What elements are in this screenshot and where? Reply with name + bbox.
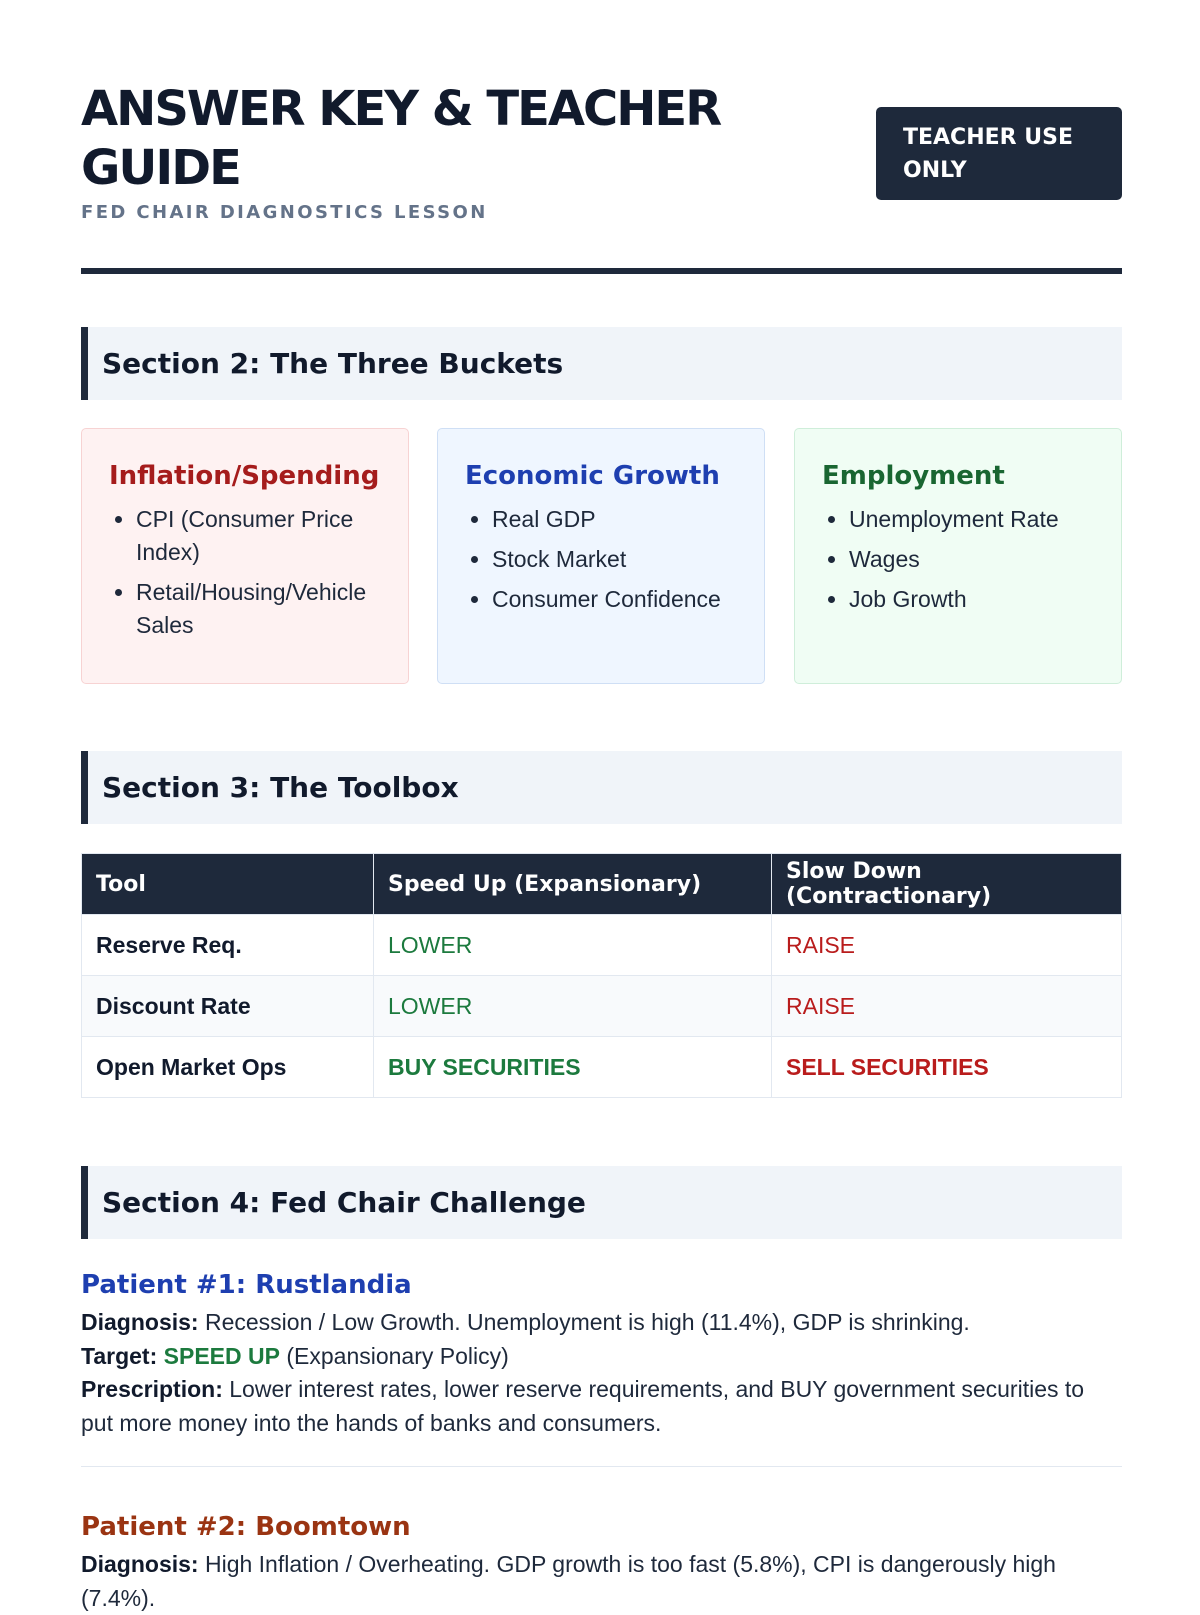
tool-cell: Discount Rate [82, 976, 374, 1037]
patient-title: Patient #1: Rustlandia [81, 1270, 412, 1300]
section-2-heading: Section 2: The Three Buckets [81, 327, 1122, 400]
list-item: • Stock Market [492, 543, 744, 576]
tool-cell: Reserve Req. [82, 915, 374, 976]
list-item: • Unemployment Rate [849, 503, 1101, 536]
diagnosis-text: High Inflation / Overheating. GDP growth is too fast (5.8%), CPI is dangerously high (7.4%). [81, 1551, 1056, 1611]
page-title: ANSWER KEY & TEACHER GUIDE [81, 81, 721, 196]
bucket-list [109, 503, 388, 642]
speed-up-cell: LOWER [374, 915, 772, 976]
table-row [82, 976, 1122, 1037]
column-header-speed-up: Speed Up (Expansionary) [374, 854, 772, 915]
page-subtitle: FED CHAIR DIAGNOSTICS LESSON [81, 202, 488, 223]
bucket-list [822, 503, 1101, 616]
tool-cell: Open Market Ops [82, 1037, 374, 1098]
bucket-employment [794, 428, 1122, 684]
slow-down-cell: RAISE [772, 915, 1122, 976]
answer-key-page [81, 0, 1122, 1611]
prescription-label: Prescription: [81, 1376, 223, 1402]
teacher-use-badge: TEACHER USE ONLY [876, 107, 1122, 200]
patient-divider [81, 1466, 1122, 1467]
patient-boomtown [81, 1510, 1122, 1615]
list-item: • CPI (Consumer Price Index) [136, 503, 388, 569]
slow-down-cell: SELL SECURITIES [772, 1037, 1122, 1098]
toolbox-table [81, 853, 1122, 1098]
bucket-title: Employment [822, 461, 1005, 491]
target-label: Target: [81, 1342, 158, 1369]
header-divider [81, 268, 1122, 274]
table-header-row [82, 854, 1122, 915]
diagnosis-label: Diagnosis: [81, 1551, 199, 1577]
section-4-heading: Section 4: Fed Chair Challenge [81, 1166, 1122, 1239]
column-header-slow-down: Slow Down (Contractionary) [772, 854, 1122, 915]
bucket-economic-growth [437, 428, 765, 684]
diagnosis-text: Recession / Low Growth. Unemployment is high (11.4%), GDP is shrinking. [204, 1309, 970, 1335]
slow-down-cell: RAISE [772, 976, 1122, 1037]
patient-rustlandia [81, 1268, 1122, 1440]
table-row [82, 915, 1122, 976]
list-item: • Real GDP [492, 503, 744, 536]
column-header-tool: Tool [82, 854, 374, 915]
list-item: • Retail/Housing/Vehicle Sales [136, 576, 388, 642]
patient-diagnosis [81, 1306, 1122, 1340]
section-3-heading: Section 3: The Toolbox [81, 751, 1122, 824]
speed-up-cell: BUY SECURITIES [374, 1037, 772, 1098]
list-item: • Consumer Confidence [492, 583, 744, 616]
patient-target [81, 1340, 1122, 1374]
patient-prescription [81, 1373, 1122, 1440]
bucket-list [465, 503, 744, 616]
speed-up-cell: LOWER [374, 976, 772, 1037]
target-note: (Expansionary Policy) [286, 1342, 509, 1369]
page-header [81, 0, 1122, 274]
patient-title: Patient #2: Boomtown [81, 1512, 411, 1542]
list-item: • Job Growth [849, 583, 1101, 616]
prescription-text: Lower interest rates, lower reserve requirements, and BUY government securities to put more money into the hands of banks and consumers. [81, 1376, 1085, 1436]
patient-diagnosis [81, 1548, 1122, 1615]
table-row [82, 1037, 1122, 1098]
list-item: • Wages [849, 543, 1101, 576]
bucket-title: Economic Growth [465, 461, 720, 491]
three-buckets [81, 428, 1122, 684]
bucket-inflation-spending [81, 428, 409, 684]
bucket-title: Inflation/Spending [109, 461, 380, 491]
diagnosis-label: Diagnosis: [81, 1309, 199, 1335]
target-value: SPEED UP [163, 1342, 280, 1369]
